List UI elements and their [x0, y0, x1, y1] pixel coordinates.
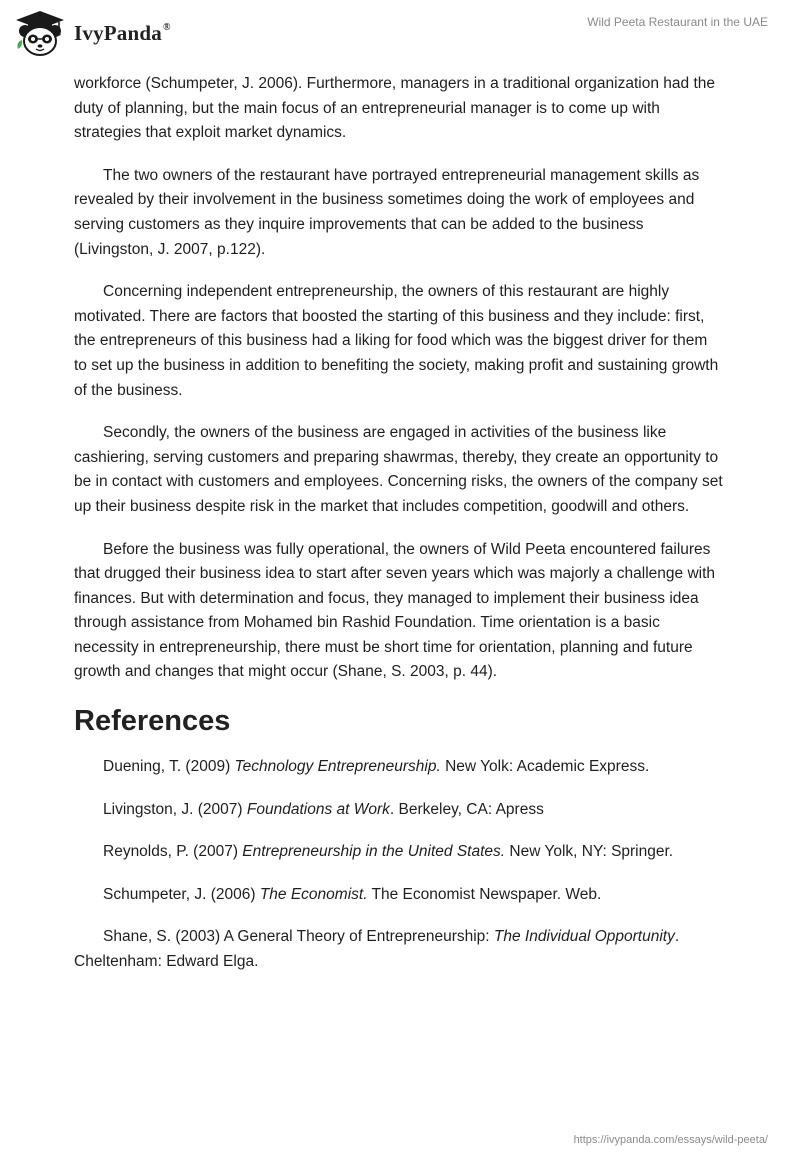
ivypanda-logo[interactable] [14, 9, 171, 57]
reference-item: Duening, T. (2009) Technology Entrepreneurship. New Yolk: Academic Express. [103, 758, 650, 776]
essay-content [74, 72, 724, 993]
running-title: Wild Peeta Restaurant in the UAE [587, 15, 768, 29]
reference-item: Reynolds, P. (2007) Entrepreneurship in the United States. New Yolk, NY: Springer. [103, 843, 674, 861]
reference-item: Livingston, J. (2007) Foundations at Work. Berkeley, CA: Apress [103, 800, 544, 818]
brand-name: IvyPanda® [74, 20, 171, 45]
body-paragraph: workforce (Schumpeter, J. 2006). Furthermore, managers in a traditional organization had the duty of planning, but the main focus of an entrepreneurial manager is to come up with strategies that exploit market dynamics. [74, 75, 715, 142]
reference-item: Shane, S. (2003) A General Theory of Entrepreneurship: The Individual Opportunity. Cheltenham: Edward Elga. [74, 928, 680, 971]
page-header [0, 0, 800, 70]
panda-graduate-icon [14, 9, 66, 57]
body-paragraph: Secondly, the owners of the business are engaged in activities of the business like cashiering, serving customers and preparing shawrmas, thereby, they create an opportunity to be in contact with customers and employees. Concerning risks, the owners of the company set up their business despite risk in the market that includes competition, goodwill and others. [74, 424, 723, 515]
body-paragraph: The two owners of the restaurant have portrayed entrepreneurial management skills as revealed by their involvement in the business sometimes doing the work of employees and serving customers as they inquire improvements that can be added to the business (Livingston, J. 2007, p.122). [74, 166, 700, 258]
body-paragraph: Before the business was fully operational, the owners of Wild Peeta encountered failures that drugged their business idea to start after seven years which was majorly a challenge with finances. But with determination and focus, they managed to implement their business idea through assistance from Mohamed bin Rashid Foundation. Time orientation is a basic necessity in entrepreneurship, there must be short time for orientation, planning and future growth and changes that might occur (Shane, S. 2003, p. 44). [74, 540, 716, 681]
reference-item: Schumpeter, J. (2006) The Economist. The Economist Newspaper. Web. [103, 885, 602, 903]
body-paragraph: Concerning independent entrepreneurship, the owners of this restaurant are highly motivated. There are factors that boosted the starting of this business and they include: first, the entrepreneurs of this business had a liking for food which was the biggest driver for them to set up the business in addition to benefiting the society, making profit and sustaining growth of the business. [74, 283, 719, 399]
references-list [74, 755, 724, 975]
source-url-link[interactable]: https://ivypanda.com/essays/wild-peeta/ [573, 1134, 768, 1146]
references-heading: References [74, 705, 231, 738]
